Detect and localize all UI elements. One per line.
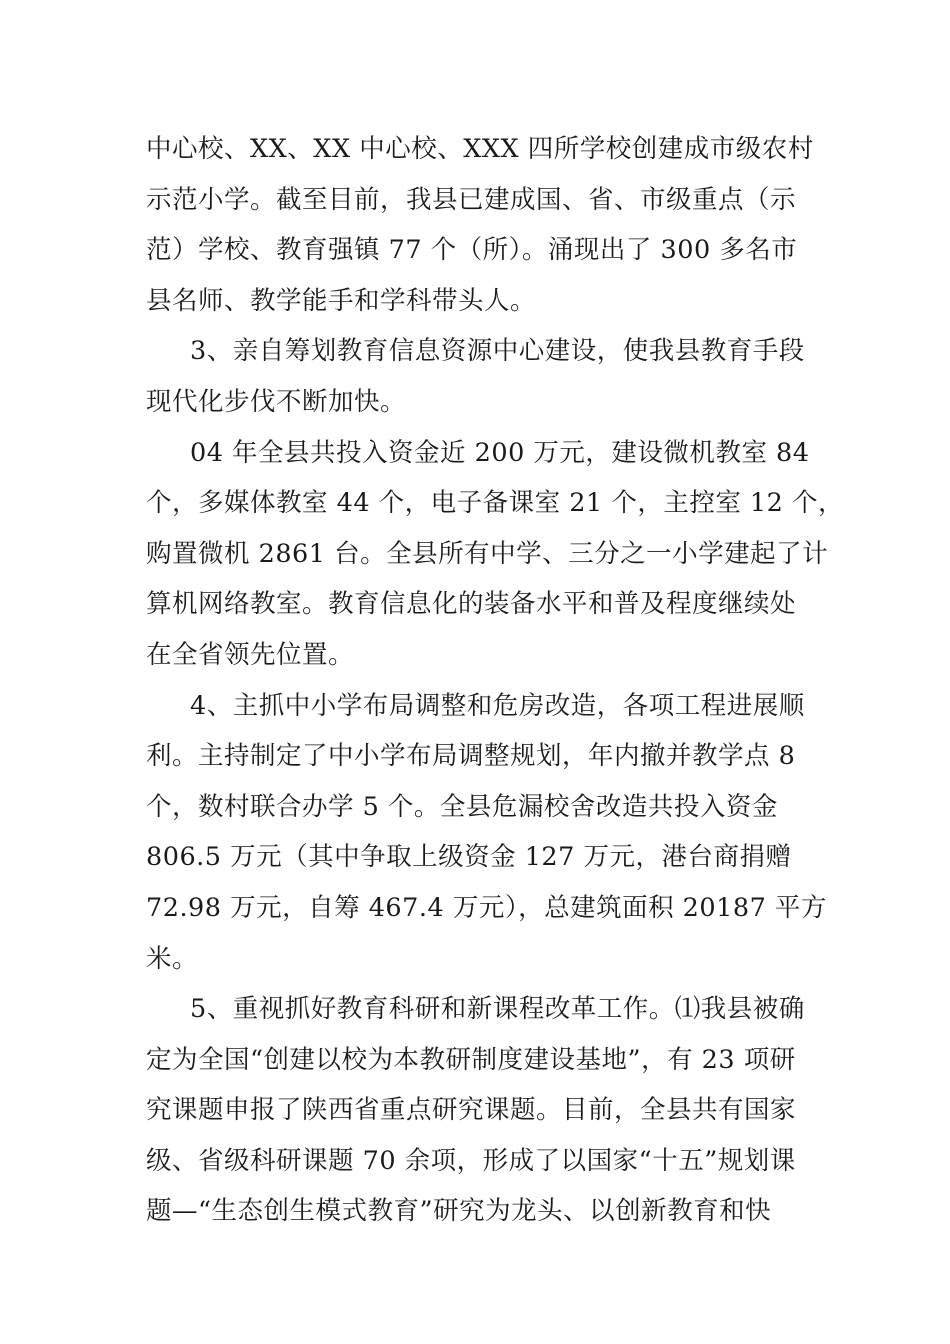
text-line: 级、省级科研课题 70 余项，形成了以国家“十五”规划课: [146, 1145, 796, 1176]
paragraph-item-5: [146, 984, 810, 1237]
text-line: 购置微机 2861 台。全县所有中学、三分之一小学建起了计: [146, 538, 829, 569]
text-line: 定为全国“创建以校为本教研制度建设基地”，有 23 项研: [146, 1044, 796, 1075]
text-line: 4、主抓中小学布局调整和危房改造，各项工程进展顺: [190, 690, 805, 721]
text-line: 究课题申报了陕西省重点研究课题。目前，全县共有国家: [146, 1095, 797, 1126]
text-line: 04 年全县共投入资金近 200 万元，建设微机教室 84: [190, 437, 810, 468]
text-line: 范）学校、教育强镇 77 个（所）。涌现出了 300 多名市: [146, 235, 798, 266]
text-line: 在全省领先位置。: [146, 639, 355, 670]
text-line: 个，数村联合办学 5 个。全县危漏校舍改造共投入资金: [146, 791, 778, 822]
text-line: 现代化步伐不断加快。: [146, 386, 407, 417]
paragraph-continuation: [146, 124, 814, 326]
text-line: 806.5 万元（其中争取上级资金 127 万元，港台商捐赠: [146, 842, 792, 873]
text-line: 县名师、教学能手和学科带头人。: [146, 285, 537, 316]
paragraph-item-4: [146, 681, 827, 985]
text-line: 米。: [146, 943, 199, 974]
text-line: 5、重视抓好教育科研和新课程改革工作。⑴我县被确: [190, 994, 805, 1025]
paragraph-investment: [146, 428, 844, 681]
text-line: 算机网络教室。教育信息化的装备水平和普及程度继续处: [146, 589, 797, 620]
document-body: [146, 124, 844, 1237]
paragraph-item-3: [146, 326, 810, 427]
text-line: 3、亲自筹划教育信息资源中心建设，使我县教育手段: [190, 336, 805, 367]
text-line: 题—“生态创生模式教育”研究为龙头、以创新教育和快: [146, 1196, 772, 1227]
text-line: 利。主持制定了中小学布局调整规划，年内撤并教学点 8: [146, 741, 796, 772]
text-line: 72.98 万元，自筹 467.4 万元），总建筑面积 20187 平方: [146, 892, 827, 923]
text-line: 中心校、XX、XX 中心校、XXX 四所学校创建成市级农村: [146, 134, 814, 164]
text-line: 个，多媒体教室 44 个，电子备课室 21 个，主控室 12 个，: [146, 488, 844, 519]
text-line: 示范小学。截至目前，我县已建成国、省、市级重点（示: [146, 184, 797, 215]
